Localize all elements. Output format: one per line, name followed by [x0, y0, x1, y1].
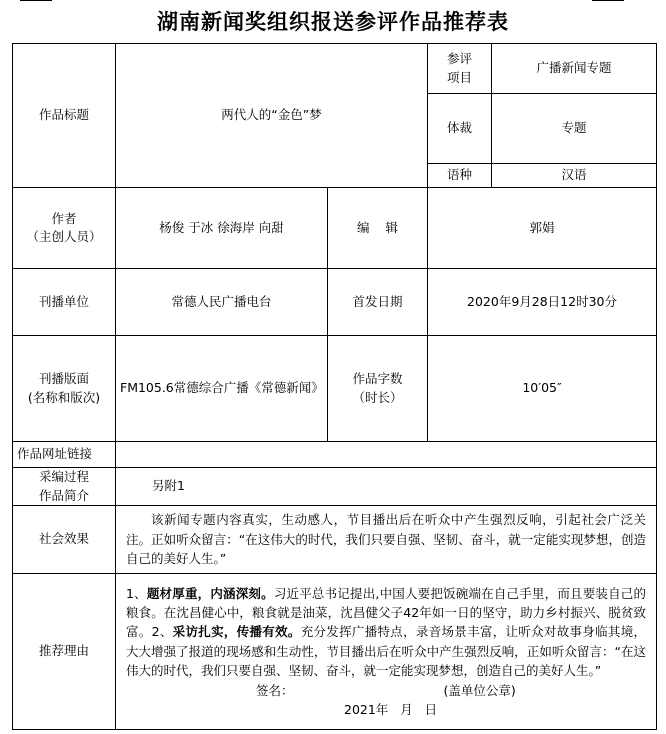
entry-category-label: 参评 项目	[428, 44, 492, 94]
signature-label: 签名：	[256, 682, 294, 698]
genre-label: 体裁	[428, 94, 492, 164]
reason-2-number: 2、	[151, 624, 173, 640]
reason-1-number: 1、	[126, 585, 147, 601]
recommendation-label: 推荐理由	[13, 574, 116, 730]
row-social-effect	[13, 506, 657, 574]
first-date-value: 2020年9月28日12时30分	[428, 269, 657, 336]
row-recommendation	[13, 574, 657, 730]
length-label: 作品字数 （时长）	[328, 336, 428, 442]
work-title-value: 两代人的“金色”梦	[116, 44, 428, 188]
process-label: 采编过程 作品简介	[13, 468, 116, 506]
row-entry-category	[13, 44, 657, 94]
seal-note: (盖单位公章)	[443, 682, 516, 698]
layout-page-label: 刊播版面 (名称和版次)	[13, 336, 116, 442]
process-value: 另附1	[116, 468, 657, 506]
row-publisher	[13, 269, 657, 336]
url-value	[116, 442, 657, 468]
entry-category-value: 广播新闻专题	[492, 44, 657, 94]
recommendation-content	[116, 574, 657, 730]
genre-value: 专题	[492, 94, 657, 164]
author-value: 杨俊 于冰 徐海岸 向甜	[116, 188, 328, 269]
signature-line	[126, 681, 646, 700]
row-layout-page	[13, 336, 657, 442]
recommendation-form-table	[12, 43, 657, 730]
reason-2-heading: 采访扎实，传播有效。	[172, 624, 301, 640]
language-value: 汉语	[492, 164, 657, 188]
editor-label: 编 辑	[328, 188, 428, 269]
publisher-label: 刊播单位	[13, 269, 116, 336]
layout-page-value: FM105.6常德综合广播《常德新闻》	[116, 336, 328, 442]
social-effect-label: 社会效果	[13, 506, 116, 574]
page-title: 湖南新闻奖组织报送参评作品推荐表	[157, 9, 509, 34]
top-border-fragment-left	[20, 0, 52, 1]
url-label: 作品网址链接	[13, 442, 116, 468]
reason-2-text: 充分发挥广播特点，录音场景丰富，让听众对故事身临其境，大大增强了报道的现场感和生动性，节目播出后在听众中产生强烈反响，正如听众留言：“在这伟大的时代，我们只要自强、坚韧、奋斗，就一定能实现梦想，创造自己的美好人生。”	[126, 624, 647, 679]
date-line: 2021年 月 日	[344, 701, 438, 717]
language-label: 语种	[428, 164, 492, 188]
row-author	[13, 188, 657, 269]
row-process	[13, 468, 657, 506]
social-effect-text: 该新闻专题内容真实，生动感人，节目播出后在听众中产生强烈反响，引起社会广泛关注。正如听众留言：“在这伟大的时代，我们只要自强、坚韧、奋斗，就一定能实现梦想，创造自己的美好人生。”	[116, 506, 657, 574]
first-date-label: 首发日期	[328, 269, 428, 336]
reason-1-heading: 题材厚重，内涵深刻。	[146, 585, 274, 601]
publisher-value: 常德人民广播电台	[116, 269, 328, 336]
top-border-fragment-right	[592, 0, 624, 1]
author-label: 作者 （主创人员）	[13, 188, 116, 269]
work-title-label: 作品标题	[13, 44, 116, 188]
length-value: 10′05″	[428, 336, 657, 442]
row-url	[13, 442, 657, 468]
recommendation-paragraph	[126, 584, 646, 681]
reason-1-text: 习近平总书记提出,中国人要把饭碗端在自己手里，而且要装自己的粮食。在沈昌健心中，粮食就是油菜，沈昌健父子42年如一日的坚守，助力乡村振兴、脱贫致富。	[126, 585, 647, 640]
editor-value: 郭娟	[428, 188, 657, 269]
